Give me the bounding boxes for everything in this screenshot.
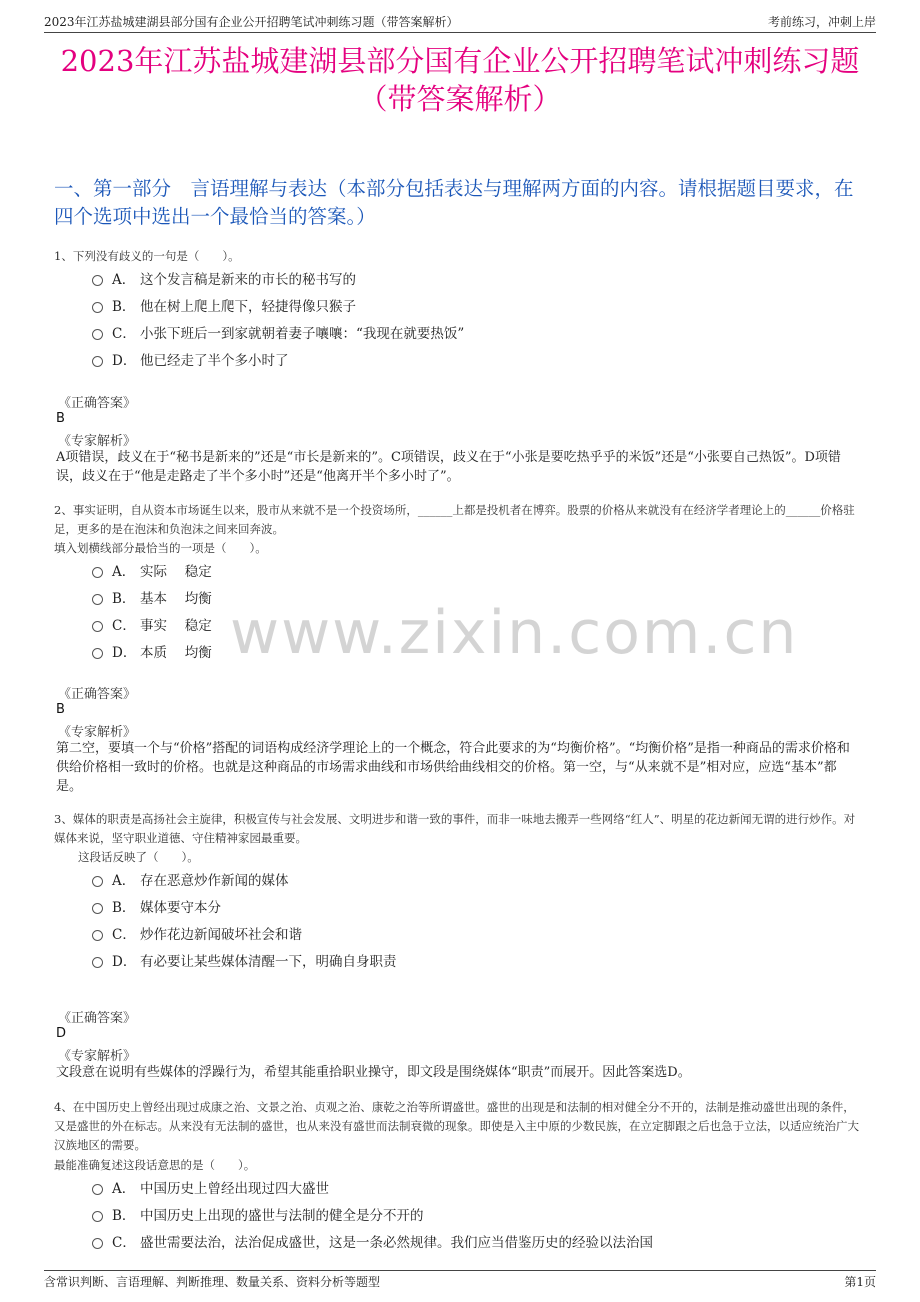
option-letter: B．: [112, 1208, 136, 1224]
question-1-answer: B: [56, 411, 65, 426]
question-2-option-c[interactable]: [92, 613, 212, 635]
answer-label: 《正确答案》: [58, 396, 137, 411]
option-letter: A．: [112, 564, 136, 580]
footer-left-text: 含常识判断、言语理解、判断推理、数量关系、资料分析等题型: [44, 1274, 381, 1289]
radio-icon[interactable]: [92, 302, 103, 313]
option-text: 盛世需要法治，法治促成盛世，这是一条必然规律。我们应当借鉴历史的经验以法治国: [140, 1235, 653, 1251]
option-letter: A．: [112, 873, 136, 889]
question-2-stem: 2、事实证明，自从资本市场诞生以来，股市从来就不是一个投资场所，______上都是投机者在博弈。股票的价格从来就没有在经济学者理论上的______价格驻足，更多的是在泡沫和负泡沫之间来回奔波。: [54, 503, 855, 536]
question-3-option-c[interactable]: [92, 922, 302, 944]
option-text: 事实 稳定: [140, 618, 212, 634]
radio-icon[interactable]: [92, 876, 103, 887]
option-letter: C．: [112, 326, 136, 342]
option-letter: B．: [112, 299, 136, 315]
radio-icon[interactable]: [92, 356, 103, 367]
question-4-option-c[interactable]: [92, 1230, 653, 1252]
analysis-label: 《专家解析》: [58, 1049, 137, 1064]
question-3-prompt: 这段话反映了（ ）。: [78, 850, 199, 864]
question-2-answer: B: [56, 702, 65, 717]
answer-label: 《正确答案》: [58, 687, 137, 702]
radio-icon[interactable]: [92, 957, 103, 968]
question-1-option-d[interactable]: [92, 348, 289, 370]
option-text: 他在树上爬上爬下，轻捷得像只猴子: [140, 299, 356, 315]
radio-icon[interactable]: [92, 329, 103, 340]
analysis-label: 《专家解析》: [58, 434, 137, 449]
option-letter: D．: [112, 645, 137, 661]
radio-icon[interactable]: [92, 275, 103, 286]
question-2-option-b[interactable]: [92, 586, 212, 608]
watermark: www.zixin.com.cn: [230, 598, 799, 668]
question-4-stem: 4、在中国历史上曾经出现过成康之治、文景之治、贞观之治、康乾之治等所谓盛世。盛世的出现是和法制的相对健全分不开的，法制是推动盛世出现的条件，又是盛世的外在标志。从来没有无法制的盛世，也从来没有盛世而法制衰微的现象。即使是入主中原的少数民族，在立定脚跟之后也急于立法，以适应统治广大汉族地区的需要。: [54, 1100, 859, 1152]
option-letter: A．: [112, 1181, 136, 1197]
radio-icon[interactable]: [92, 567, 103, 578]
running-footer: [44, 1270, 876, 1291]
question-4-prompt: 最能准确复述这段话意思的是（ ）。: [54, 1158, 256, 1172]
radio-icon[interactable]: [92, 648, 103, 659]
option-text: 他已经走了半个多小时了: [140, 353, 289, 369]
radio-icon[interactable]: [92, 1238, 103, 1249]
option-letter: A．: [112, 272, 136, 288]
option-text: 基本 均衡: [140, 591, 212, 607]
option-text: 有必要让某些媒体清醒一下，明确自身职责: [140, 954, 397, 970]
question-3-option-d[interactable]: [92, 949, 397, 971]
question-2-analysis: 第二空，要填一个与“价格”搭配的词语构成经济学理论上的一个概念，符合此要求的为“均衡价格”。“均衡价格”是指一种商品的需求价格和供给价格相一致时的价格。也就是这种商品的市场需求曲线和市场供给曲线相交的价格。第一空，与“从来就不是”相对应，应选“基本”都是。: [56, 741, 850, 794]
section-heading: 一、第一部分 言语理解与表达（本部分包括表达与理解两方面的内容。请根据题目要求，在四个选项中选出一个最恰当的答案。）: [54, 177, 854, 228]
title-line-2: （带答案解析）: [358, 82, 562, 116]
question-3-option-a[interactable]: [92, 868, 289, 890]
radio-icon[interactable]: [92, 621, 103, 632]
question-1-option-b[interactable]: [92, 294, 356, 316]
option-text: 中国历史上出现的盛世与法制的健全是分不开的: [140, 1208, 424, 1224]
option-text: 本质 均衡: [140, 645, 212, 661]
question-2-option-a[interactable]: [92, 559, 212, 581]
radio-icon[interactable]: [92, 594, 103, 605]
question-1-option-c[interactable]: [92, 321, 464, 343]
question-3-option-b[interactable]: [92, 895, 221, 917]
title-line-1: 2023年江苏盐城建湖县部分国有企业公开招聘笔试冲刺练习题: [60, 44, 860, 78]
option-letter: B．: [112, 900, 136, 916]
option-letter: C．: [112, 618, 136, 634]
option-text: 炒作花边新闻破坏社会和谐: [140, 927, 302, 943]
question-4-option-a[interactable]: [92, 1176, 329, 1198]
option-letter: D．: [112, 954, 137, 970]
option-text: 中国历史上曾经出现过四大盛世: [140, 1181, 329, 1197]
question-1-stem: 1、下列没有歧义的一句是（ ）。: [54, 249, 240, 263]
page-number: 第1页: [844, 1274, 876, 1289]
option-text: 这个发言稿是新来的市长的秘书写的: [140, 272, 356, 288]
analysis-label: 《专家解析》: [58, 725, 137, 740]
answer-label: 《正确答案》: [58, 1011, 137, 1026]
header-right-text: 考前练习，冲刺上岸: [767, 15, 876, 29]
option-text: 实际 稳定: [140, 564, 212, 580]
option-text: 媒体要守本分: [140, 900, 221, 916]
running-header: [44, 12, 876, 33]
radio-icon[interactable]: [92, 903, 103, 914]
option-letter: D．: [112, 353, 137, 369]
option-letter: C．: [112, 927, 136, 943]
question-1-option-a[interactable]: [92, 267, 356, 289]
option-text: 小张下班后一到家就朝着妻子嚷嚷：“我现在就要热饭”: [140, 326, 465, 342]
header-left-text: 2023年江苏盐城建湖县部分国有企业公开招聘笔试冲刺练习题（带答案解析）: [44, 15, 459, 29]
option-letter: B．: [112, 591, 136, 607]
question-3-answer: D: [56, 1026, 67, 1041]
radio-icon[interactable]: [92, 930, 103, 941]
question-2-prompt: 填入划横线部分最恰当的一项是（ ）。: [54, 541, 267, 555]
option-letter: C．: [112, 1235, 136, 1251]
question-4-option-b[interactable]: [92, 1203, 424, 1225]
radio-icon[interactable]: [92, 1211, 103, 1222]
option-text: 存在恶意炒作新闻的媒体: [140, 873, 289, 889]
question-1-analysis: A项错误，歧义在于“秘书是新来的”还是“市长是新来的”。C项错误，歧义在于“小张是要吃热乎乎的米饭”还是“小张要自己热饭”。D项错误，歧义在于“他是走路走了半个多小时”还是“他离开半个多小时了”。: [56, 450, 841, 484]
question-3-stem: 3、媒体的职责是高扬社会主旋律，积极宣传与社会发展、文明进步和谐一致的事件，而非一味地去搬弄一些网络“红人”、明星的花边新闻无谓的进行炒作。对媒体来说，坚守职业道德、守住精神家园最重要。: [54, 812, 856, 845]
radio-icon[interactable]: [92, 1184, 103, 1195]
question-3-analysis: 文段意在说明有些媒体的浮躁行为，希望其能重拾职业操守，即文段是围绕媒体“职责”而展开。因此答案选D。: [56, 1065, 691, 1080]
document-title: [40, 42, 880, 118]
question-2-option-d[interactable]: [92, 640, 212, 662]
